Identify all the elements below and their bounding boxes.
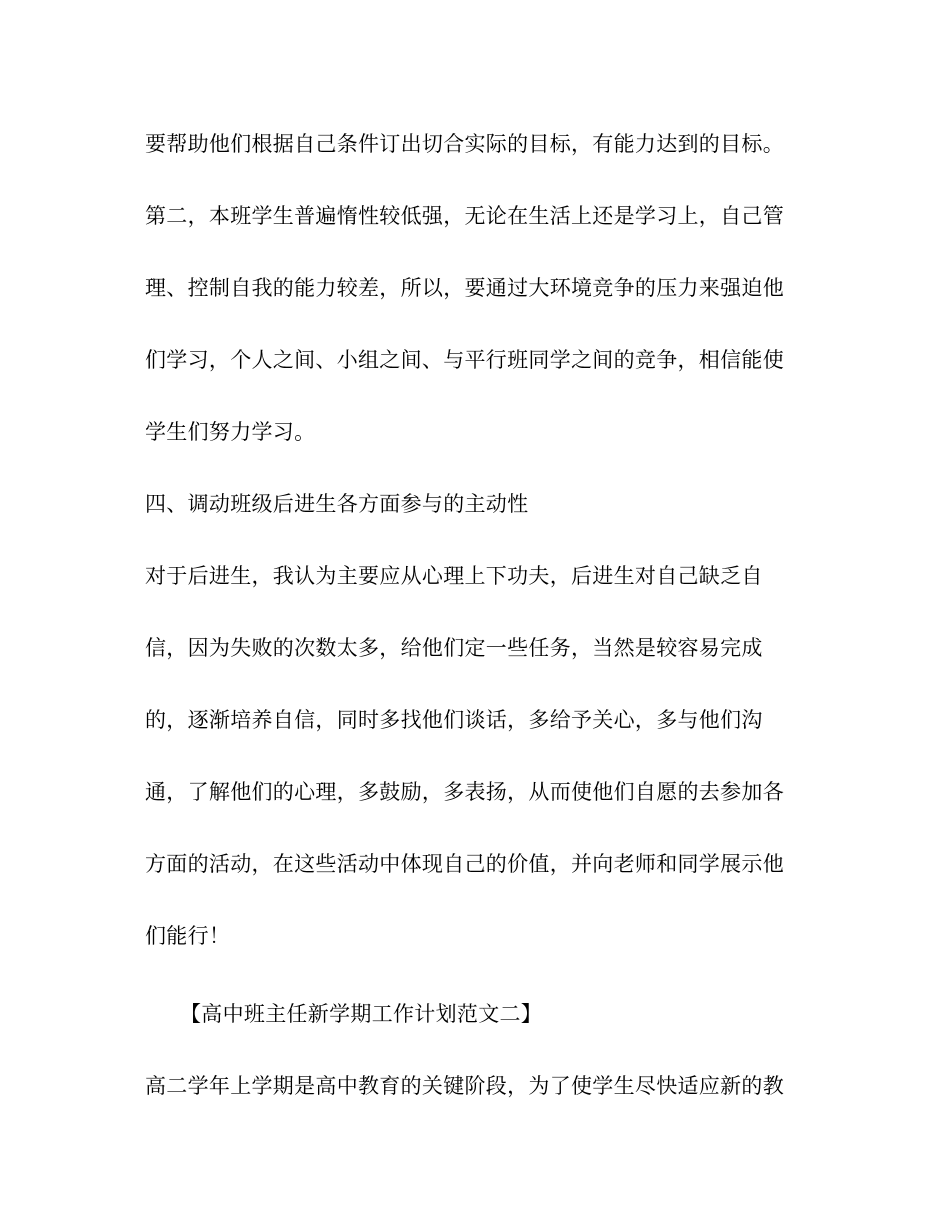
text-line-5: 学生们努力学习。 [145, 420, 316, 444]
text-line-3: 理、控制自我的能力较差，所以，要通过大环境竞争的压力来强迫他 [145, 276, 784, 300]
text-line-14: 高二学年上学期是高中教育的关键阶段，为了使学生尽快适应新的教 [145, 1074, 784, 1098]
text-line-8: 信，因为失败的次数太多，给他们定一些任务，当然是较容易完成 [145, 636, 763, 660]
text-line-10: 通，了解他们的心理，多鼓励，多表扬，从而使他们自愿的去参加各 [145, 780, 784, 804]
section-heading: 四、调动班级后进生各方面参与的主动性 [145, 492, 529, 516]
text-line-9: 的，逐渐培养自信，同时多找他们谈话，多给予关心，多与他们沟 [145, 708, 763, 732]
article-title: 【高中班主任新学期工作计划范文二】 [180, 1002, 543, 1026]
text-line-7: 对于后进生，我认为主要应从心理上下功夫，后进生对自己缺乏自 [145, 564, 763, 588]
text-line-12: 们能行！ [145, 924, 231, 948]
text-line-11: 方面的活动，在这些活动中体现自己的价值，并向老师和同学展示他 [145, 852, 784, 876]
text-line-2: 第二，本班学生普遍惰性较低强，无论在生活上还是学习上，自己管 [145, 204, 784, 228]
text-line-1: 要帮助他们根据自己条件订出切合实际的目标，有能力达到的目标。 [145, 132, 784, 156]
text-line-4: 们学习，个人之间、小组之间、与平行班同学之间的竞争，相信能使 [145, 348, 784, 372]
